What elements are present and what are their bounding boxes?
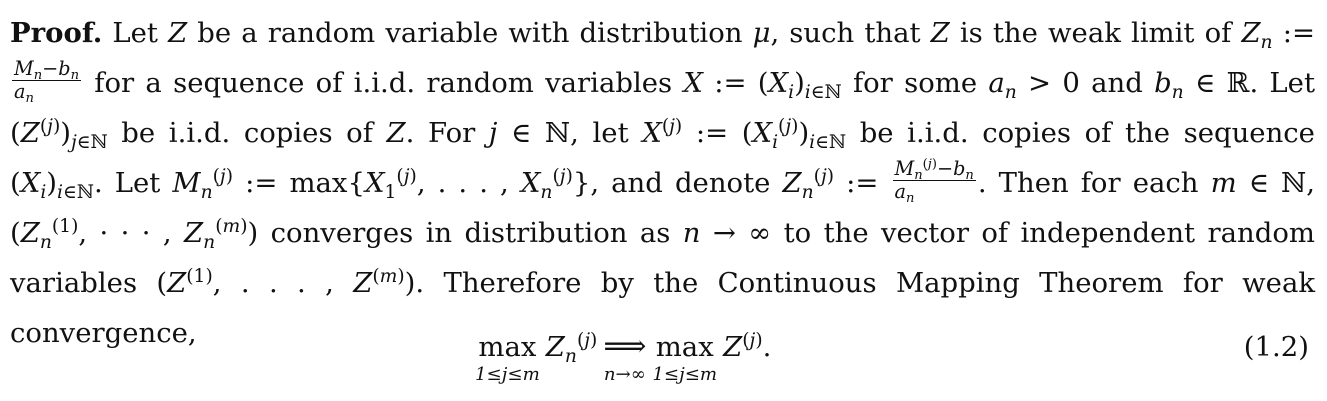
text-fragment: to the vector of independent [771, 217, 1196, 249]
text-fragment: is the weak limit of [949, 17, 1232, 49]
math-inline: Z [168, 17, 188, 49]
fraction: $\frac{M_n-b_n}{a_n}$ [14, 56, 80, 106]
text-fragment: . Then for [977, 167, 1121, 199]
text-fragment: . Let [1249, 67, 1316, 99]
math-inline: X := $(X_i)_{i\in ℕ}$ [683, 67, 842, 103]
math-inline: $b_n$ ∈ ℝ [1154, 67, 1250, 103]
text-fragment: convergence, [10, 317, 197, 349]
math-inline: n → ∞ [682, 217, 772, 249]
text-fragment: , and denote [590, 167, 783, 199]
text-fragment: be a random variable with distribution [187, 17, 753, 49]
text-fragment: be i.i.d. copies of [846, 117, 1112, 149]
max-operator-left: max 1≤j≤m [475, 331, 540, 385]
equation-body [475, 328, 771, 398]
text-fragment: and [1079, 67, 1143, 99]
math-inline: ($Z^{(1)}$, . . . , $Z^{(m)}$) [156, 265, 416, 299]
math-inline: $M_n^{(j)}$ := $\max\{X_1^{(j)}$, . . . , $X_n^{(j)}$} [172, 165, 591, 203]
text-fragment: for a sequence of i.i.d. random variables [83, 67, 684, 99]
text-fragment: converges in distribution as [258, 217, 683, 249]
proof-block [10, 8, 1316, 385]
math-inline: Z [930, 17, 950, 49]
math-inline: $(Z^{(j)})_{j\in ℕ}$ [10, 115, 108, 153]
text-fragment: , such that [770, 17, 931, 49]
text-fragment: the sequence [1124, 117, 1315, 149]
z-j-term: $Z^{(j)}$. [723, 329, 772, 363]
z-n-j-term: $Z_n^{(j)}$ [545, 329, 598, 367]
text-fragment: for some [841, 67, 989, 99]
text-fragment: random variables [10, 217, 1315, 299]
math-inline: m ∈ ℕ, ($Z_n^{(1)}$, · · · , $Z_n^{(m)}$) [10, 167, 1316, 253]
fraction: $\frac{M_n^{(j)}-b_n}{a_n}$ [894, 156, 974, 206]
text-fragment: , let [570, 117, 643, 149]
math-inline: μ [752, 17, 771, 49]
text-fragment: Let [102, 17, 169, 49]
display-equation [10, 328, 1315, 398]
math-inline: $Z_n^{(j)}$ := $\frac{M_n^{(j)}-b_n}{a_n}$ [782, 156, 974, 206]
proof-heading: Proof. [10, 17, 103, 49]
math-inline: $X^{(j)}$ := $(X_i^{(j)})_{i\in ℕ}$ [642, 115, 847, 153]
text-fragment: . For [405, 117, 489, 149]
text-fragment: . Therefore by the Continuous Mapping Theorem for weak [415, 267, 1316, 299]
weak-convergence-arrow: ⟹ n→∞ [603, 329, 647, 385]
text-fragment: . Let [93, 167, 173, 199]
math-inline: $a_n > 0$ [988, 67, 1080, 103]
math-inline: $(X_i)_{i\in ℕ}$ [10, 167, 94, 203]
math-inline: Z [386, 117, 406, 149]
math-inline: $Z_n$ := $\frac{M_n-b_n}{a_n}$ [14, 17, 1316, 106]
text-fragment: each [1132, 167, 1211, 199]
max-operator-right: max 1≤j≤m [652, 331, 718, 385]
equation-number: (1.2) [1243, 331, 1309, 363]
proof-paragraph [10, 8, 1315, 358]
math-inline: j ∈ ℕ [488, 117, 571, 149]
text-fragment: be i.i.d. copies of [107, 117, 387, 149]
